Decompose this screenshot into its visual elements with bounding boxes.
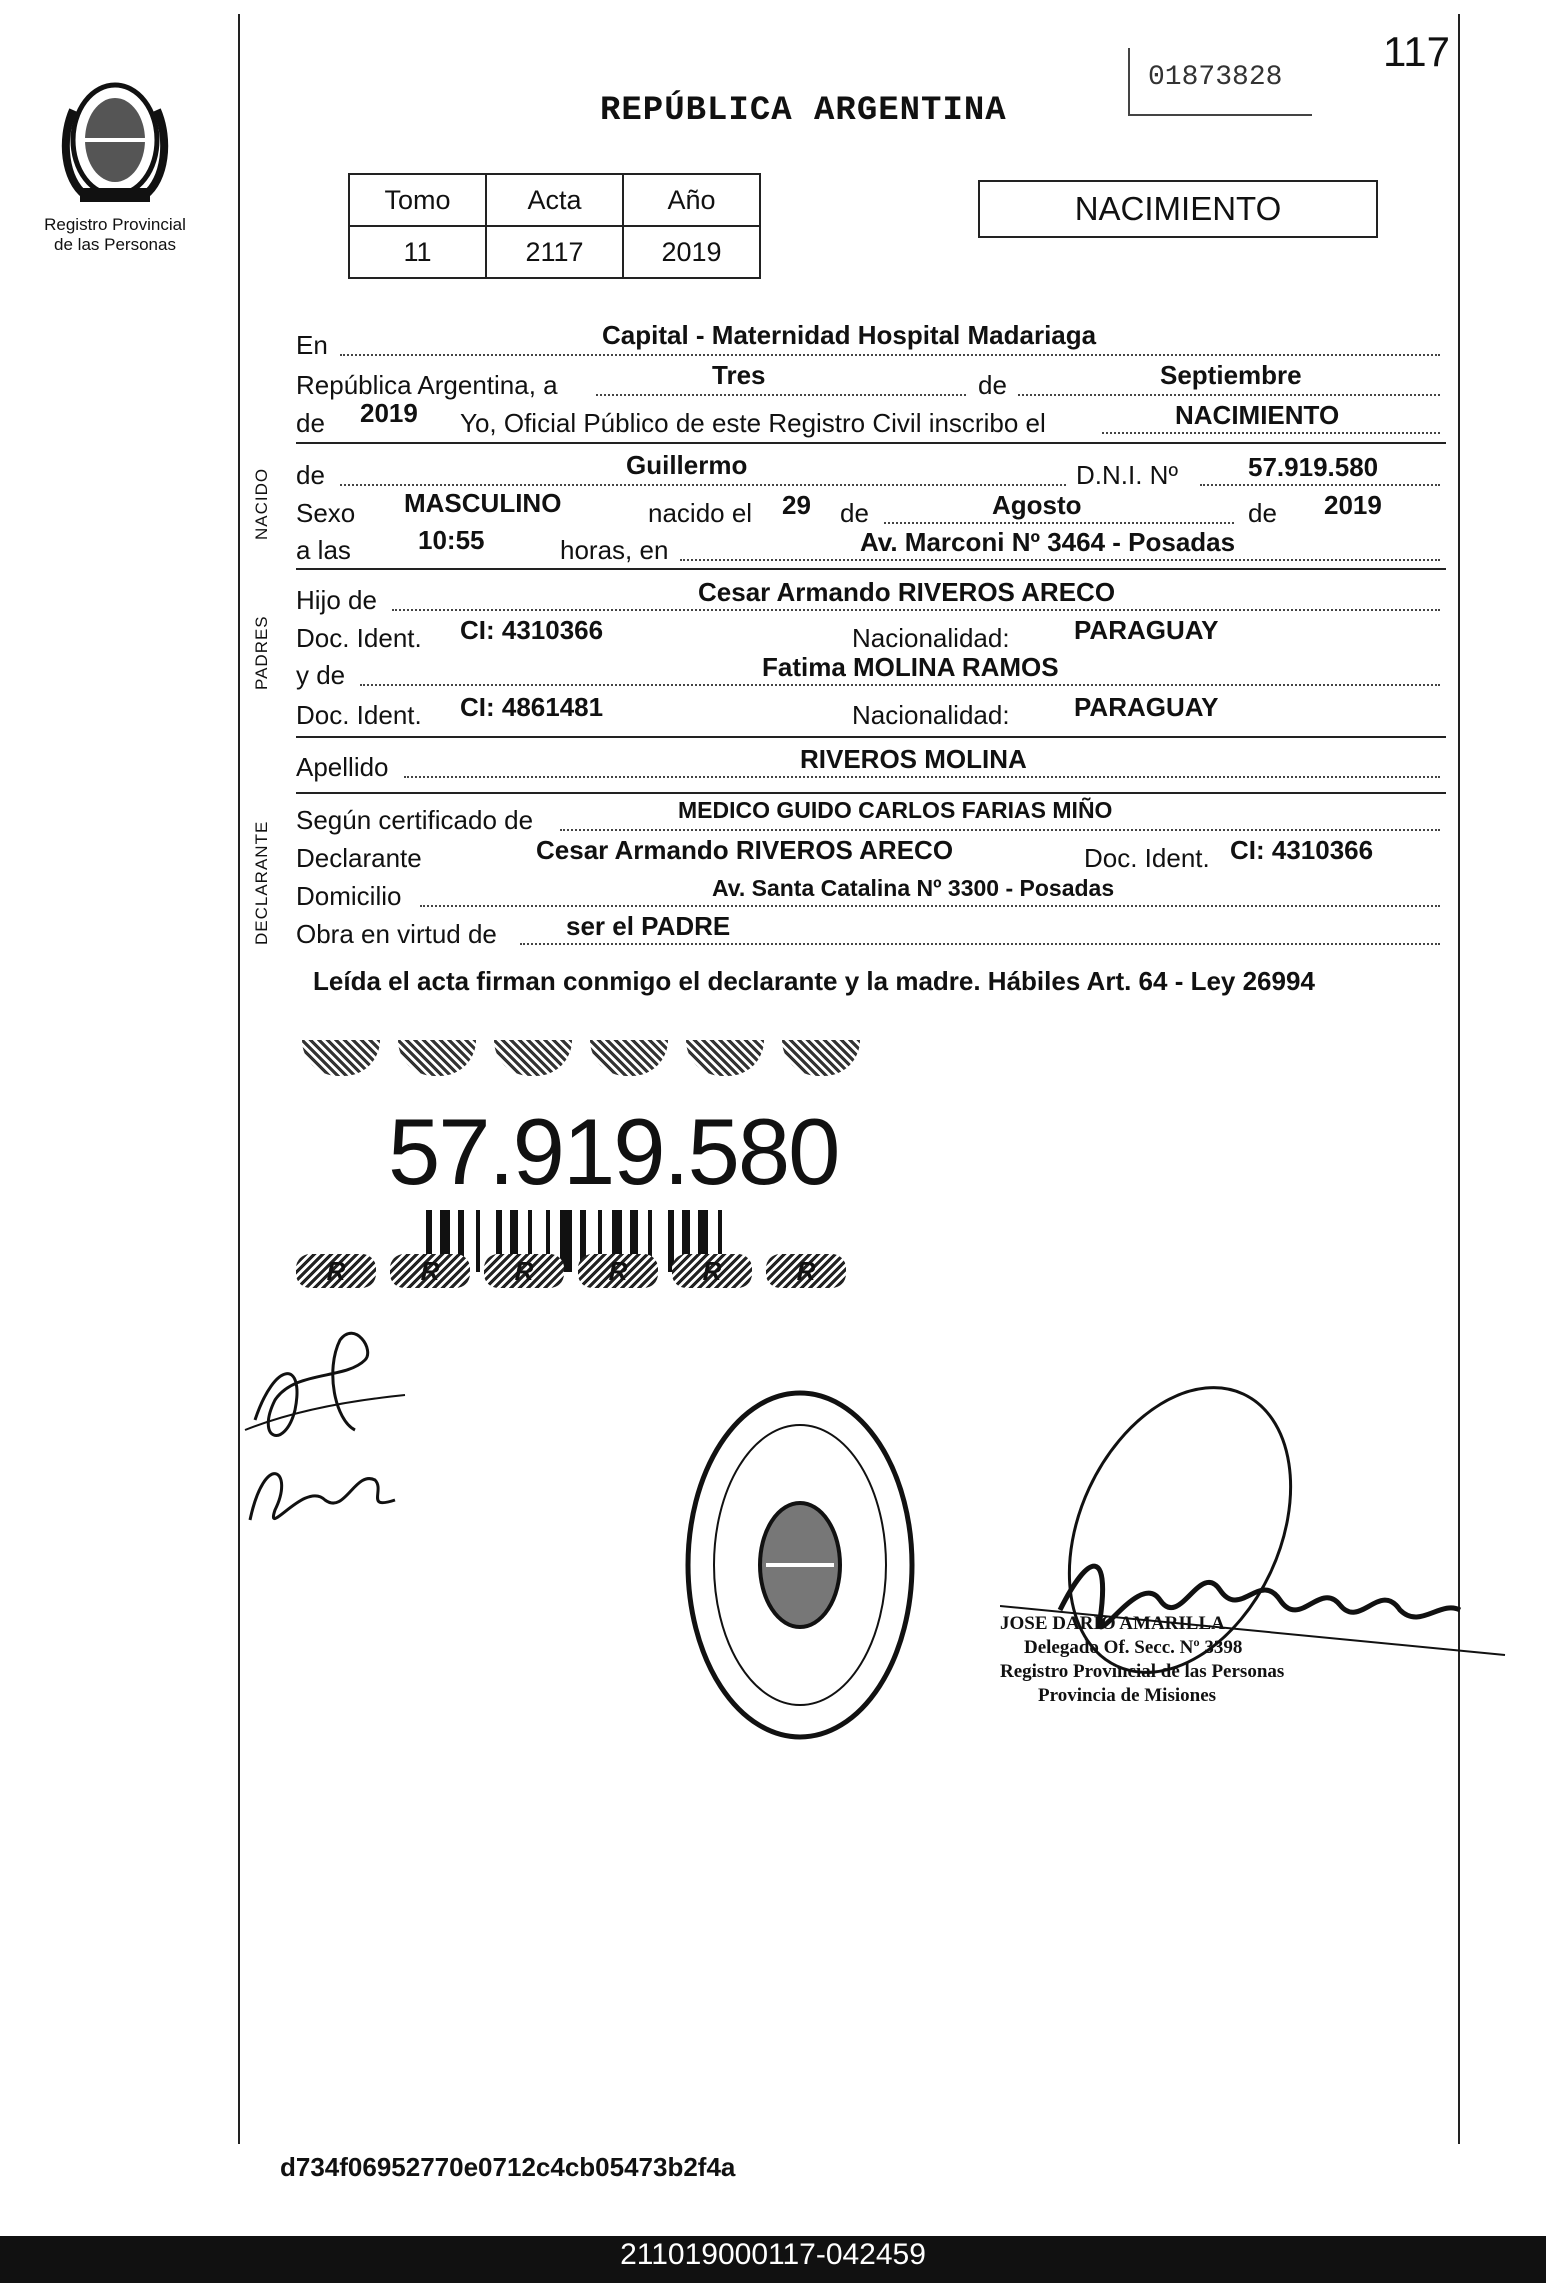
value-tomo: 11 [349,226,486,278]
father-doc: CI: 4310366 [460,615,604,645]
month-words: Septiembre [1160,360,1302,390]
value-ano: 2019 [623,226,760,278]
obra-value: ser el PADRE [566,911,731,941]
strip-pattern-bottom [296,1254,846,1288]
right-margin-line [1458,14,1460,2144]
registry-logo-icon: R [766,1254,846,1288]
registry-logo-icon: R [672,1254,752,1288]
registry-logo-icon: R [578,1254,658,1288]
dotted-line [404,776,1440,778]
scallop-mark [686,1040,764,1076]
dotted-line [680,559,1440,561]
declarant-signature-icon [235,1300,415,1560]
birth-day: 29 [782,490,811,520]
inscribed-type: NACIMIENTO [1175,400,1340,430]
side-label-nacido: NACIDO [252,467,271,540]
official-province: Provincia de Misiones [1038,1685,1217,1706]
dni-large-number: 57.919.580 [388,1099,839,1204]
birth-address: Av. Marconi Nº 3464 - Posadas [860,527,1236,557]
birth-time: 10:55 [418,525,485,555]
label-declarante: Declarante [296,843,422,873]
side-label-padres: PADRES [252,615,271,690]
seal-caption-2: de las Personas [54,235,176,254]
registry-table [348,173,761,279]
label-doc-declarant: Doc. Ident. [1084,843,1210,873]
label-de-name: de [296,460,325,490]
page-number: 117 [1383,28,1450,75]
label-apellido: Apellido [296,752,389,782]
mother-doc: CI: 4861481 [460,692,604,722]
declarant-name: Cesar Armando RIVEROS ARECO [536,835,954,865]
label-domicilio: Domicilio [296,881,402,911]
document-title: REPÚBLICA ARGENTINA [600,92,1007,130]
scallop-mark [398,1040,476,1076]
dni-strip [296,1040,896,1300]
header-acta: Acta [486,174,623,226]
declarant-doc: CI: 4310366 [1230,835,1374,865]
official-office: Registro Provincial de las Personas [1000,1661,1285,1682]
child-name: Guillermo [626,450,748,480]
divider [296,736,1446,738]
official-title: Delegado Of. Secc. Nº 3398 [1024,1637,1243,1658]
dotted-line [360,684,1440,686]
label-doc-mother: Doc. Ident. [296,700,422,730]
label-doc-father: Doc. Ident. [296,623,422,653]
mother-nationality: PARAGUAY [1074,692,1219,722]
dotted-line [1102,432,1440,434]
registry-logo-icon: R [296,1254,376,1288]
year-value: 2019 [360,398,418,428]
dotted-line [560,829,1440,831]
birth-month: Agosto [992,490,1082,520]
dotted-line [520,943,1440,945]
label-certificado: Según certificado de [296,805,534,835]
day-words: Tres [712,360,766,390]
label-republica: República Argentina, a [296,370,558,400]
father-name: Cesar Armando RIVEROS ARECO [698,577,1116,607]
label-hijo-de: Hijo de [296,585,377,615]
surname-value: RIVEROS MOLINA [800,744,1027,774]
domicilio-value: Av. Santa Catalina Nº 3300 - Posadas [712,875,1115,901]
dotted-line [1200,484,1440,486]
registry-logo-icon: R [484,1254,564,1288]
value-acta: 2117 [486,226,623,278]
label-nacido-el: nacido el [648,498,753,528]
seal-caption-1: Registro Provincial [44,215,186,234]
label-a-las: a las [296,535,351,565]
label-en: En [296,330,328,360]
divider [296,568,1446,570]
divider [296,442,1446,444]
official-stamp-icon [680,1385,920,1745]
official-signature-block [1000,1612,1400,1708]
mother-name: Fatima MOLINA RAMOS [762,652,1059,682]
document-hash: d734f06952770e0712c4cb05473b2f4a [280,2152,736,2182]
sexo-value: MASCULINO [404,488,562,518]
dotted-line [1018,394,1440,396]
closing-statement: Leída el acta firman conmigo el declarante y la madre. Hábiles Art. 64 - Ley 26994 [313,966,1315,996]
dotted-line [884,522,1234,524]
registry-logo-icon: R [390,1254,470,1288]
place-value: Capital - Maternidad Hospital Madariaga [602,320,1097,350]
label-y-de: y de [296,660,346,690]
scallop-mark [494,1040,572,1076]
dotted-line [392,609,1440,611]
label-de: de [978,370,1007,400]
label-officer: Yo, Oficial Público de este Registro Civil inscribo el [460,408,1046,438]
scallop-mark [782,1040,860,1076]
birth-year: 2019 [1324,490,1382,520]
dotted-line [340,484,1066,486]
label-nac-father: Nacionalidad: [852,623,1010,653]
provincial-coat-of-arms-icon [55,70,175,210]
label-horas: horas, en [560,535,669,565]
serial-number: 01873828 [1148,62,1283,93]
official-name: JOSE DARIO AMARILLA [1000,1613,1225,1634]
header-ano: Año [623,174,760,226]
dotted-line [596,394,966,396]
scallop-mark [302,1040,380,1076]
label-dni: D.N.I. Nº [1076,460,1178,490]
label-obra: Obra en virtud de [296,919,497,949]
label-de-year2: de [1248,498,1277,528]
dotted-line [340,354,1440,356]
dotted-line [420,905,1440,907]
left-margin-line [238,14,240,2144]
footer-code: 211019000117-042459 [620,2238,926,2271]
label-de-month: de [840,498,869,528]
scallop-mark [590,1040,668,1076]
certificate-value: MEDICO GUIDO CARLOS FARIAS MIÑO [678,797,1113,823]
label-nac-mother: Nacionalidad: [852,700,1010,730]
provincial-seal [30,70,200,300]
label-de-year: de [296,408,325,438]
label-sexo: Sexo [296,498,356,528]
record-type: NACIMIENTO [978,180,1378,238]
header-tomo: Tomo [349,174,486,226]
divider [296,792,1446,794]
side-label-declarante: DECLARANTE [252,820,271,945]
strip-pattern-top [302,1040,896,1076]
child-dni: 57.919.580 [1248,452,1379,482]
father-nationality: PARAGUAY [1074,615,1219,645]
